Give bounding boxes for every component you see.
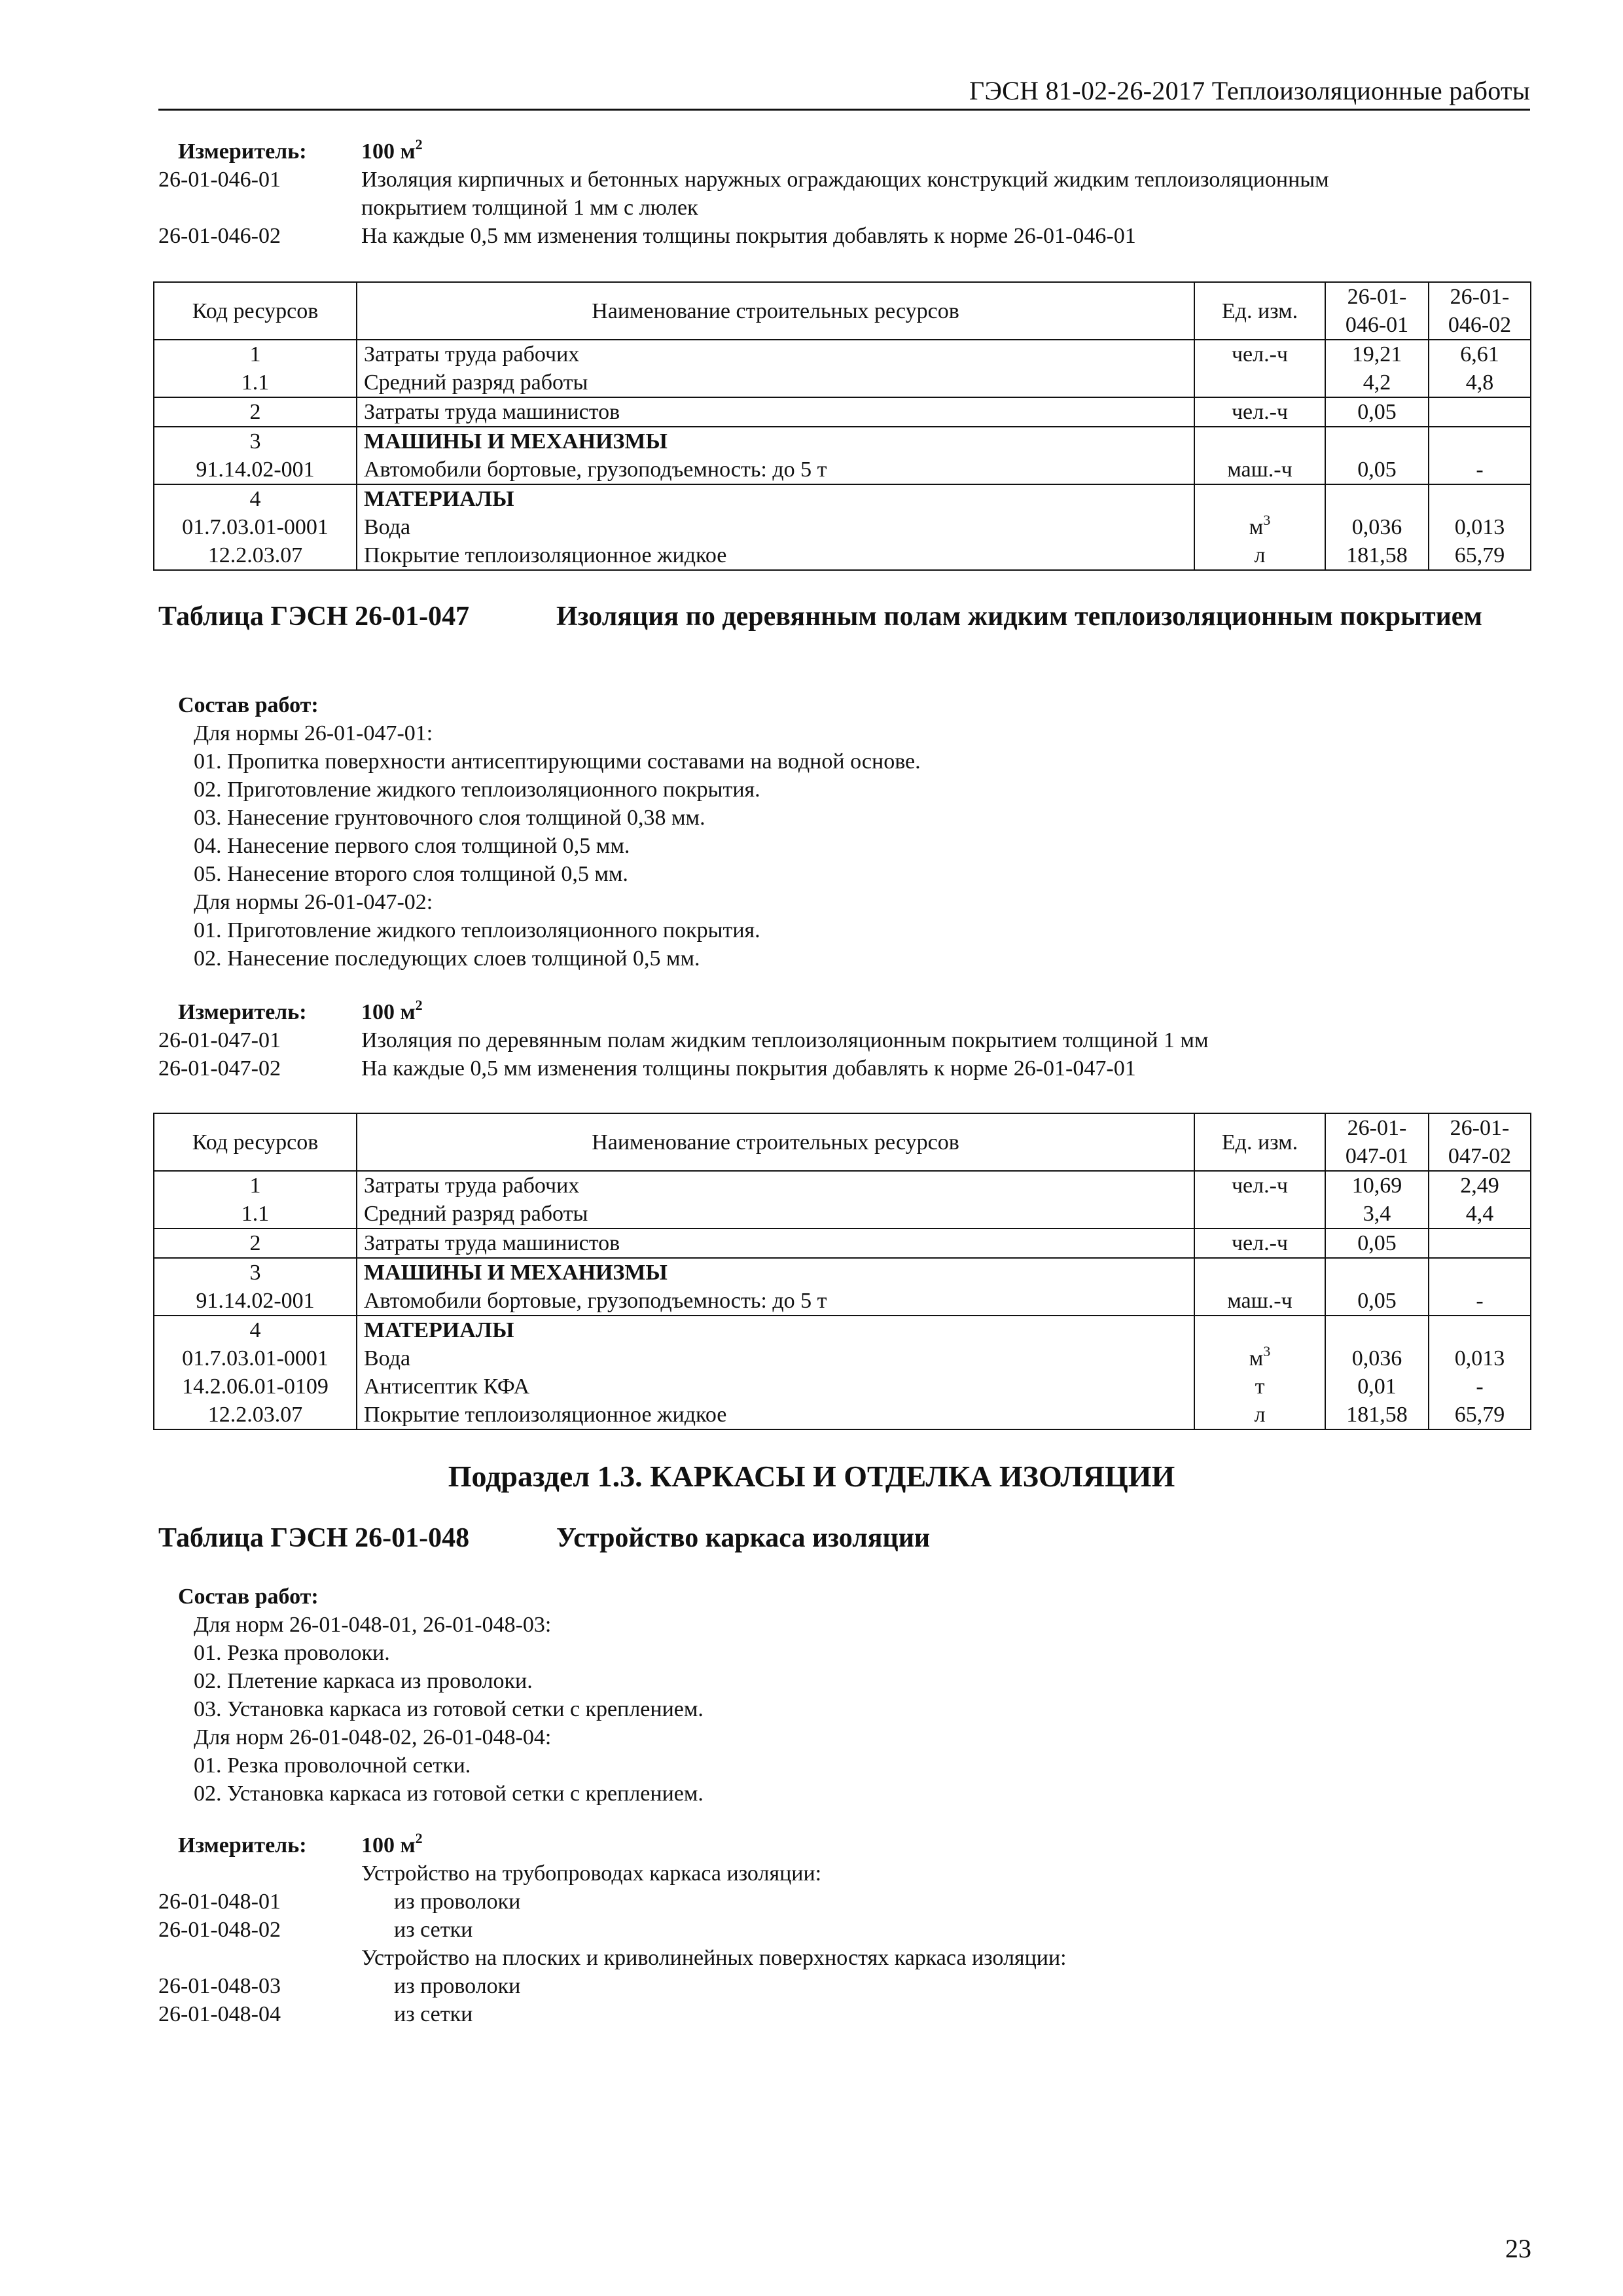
- list-item: 02. Нанесение последующих слоев толщиной 0,5 мм.: [194, 946, 700, 971]
- work-list-048: [194, 1611, 704, 1808]
- header-norm-b: 26-01- 046-02: [1429, 282, 1531, 340]
- list-item: 04. Нанесение первого слоя толщиной 0,5 мм.: [194, 834, 630, 858]
- norm-text: На каждые 0,5 мм изменения толщины покрытия добавлять к норме 26-01-046-01: [361, 224, 1136, 248]
- list-item: 01. Резка проволочной сетки.: [194, 1753, 471, 1778]
- list-item: 01. Пропитка поверхности антисептирующими составами на водной основе.: [194, 749, 921, 774]
- table-row: 91.14.02-001 Автомобили бортовые, грузоподъемность: до 5 т маш.-ч 0,05 -: [154, 456, 1531, 484]
- table-row: 1 Затраты труда рабочих чел.-ч 19,21 6,61: [154, 340, 1531, 368]
- header-code: Код ресурсов: [154, 282, 357, 340]
- subsection-title: Подраздел 1.3. КАРКАСЫ И ОТДЕЛКА ИЗОЛЯЦИИ: [448, 1460, 1175, 1493]
- table-row: 1.1 Средний разряд работы 4,2 4,8: [154, 368, 1531, 397]
- table-row: 12.2.03.07 Покрытие теплоизоляционное жидкое л 181,58 65,79: [154, 1401, 1531, 1429]
- list-item: Для нормы 26-01-047-02:: [194, 890, 433, 914]
- norm-code: 26-01-048-02: [158, 1918, 281, 1942]
- norm-code: 26-01-048-03: [158, 1974, 281, 1998]
- norm-text: из сетки: [394, 2002, 473, 2026]
- measure-label: Измеритель:: [178, 1833, 307, 1857]
- list-item: 01. Резка проволоки.: [194, 1641, 390, 1665]
- table-row: 91.14.02-001 Автомобили бортовые, грузоподъемность: до 5 т маш.-ч 0,05 -: [154, 1287, 1531, 1316]
- work-list-047: [194, 719, 921, 973]
- table-row: 01.7.03.01-0001 Вода $м^3$ 0,036 0,013: [154, 1344, 1531, 1372]
- norm-code: 26-01-048-04: [158, 2002, 281, 2026]
- header-unit: Ед. изм.: [1194, 282, 1325, 340]
- table-label-047: Таблица ГЭСН 26-01-047: [158, 601, 470, 632]
- measure-value: 100 $м^2$: [361, 136, 423, 164]
- composition-label: Состав работ:: [178, 1585, 319, 1609]
- running-header: [158, 72, 1530, 111]
- norm-text: На каждые 0,5 мм изменения толщины покрытия добавлять к норме 26-01-047-01: [361, 1056, 1136, 1081]
- measure-block-048: [158, 1831, 1530, 2028]
- header-norm-a: 26-01- 047-01: [1325, 1113, 1429, 1171]
- norm-text: Изоляция кирпичных и бетонных наружных ограждающих конструкций жидким теплоизоляционным: [361, 168, 1329, 192]
- measure-value: 100 $м^2$: [361, 997, 423, 1024]
- list-item: 02. Плетение каркаса из проволоки.: [194, 1669, 533, 1693]
- list-item: 03. Установка каркаса из готовой сетки с креплением.: [194, 1697, 704, 1721]
- norm-code: 26-01-047-01: [158, 1028, 281, 1052]
- header-norm-a: 26-01- 046-01: [1325, 282, 1429, 340]
- norm-text-continued: покрытием толщиной 1 мм с люлек: [361, 196, 698, 220]
- norm-text: из проволоки: [394, 1974, 521, 1998]
- table-row: 01.7.03.01-0001 Вода $м^3$ 0,036 0,013: [154, 513, 1531, 541]
- list-item: 01. Приготовление жидкого теплоизоляционного покрытия.: [194, 918, 760, 942]
- table-row: 4 МАТЕРИАЛЫ: [154, 1316, 1531, 1344]
- norm-code: 26-01-048-01: [158, 1890, 281, 1914]
- header-title: ГЭСН 81-02-26-2017 Теплоизоляционные работы: [969, 76, 1530, 105]
- resource-table-047: [153, 1113, 1531, 1430]
- measure-block-046: [158, 137, 1530, 250]
- table-title-048: Устройство каркаса изоляции: [556, 1523, 931, 1553]
- list-item: Для нормы 26-01-047-01:: [194, 721, 433, 745]
- composition-label: Состав работ:: [178, 693, 319, 717]
- table-row: 1 Затраты труда рабочих чел.-ч 10,69 2,49: [154, 1171, 1531, 1200]
- table-row: 2 Затраты труда машинистов чел.-ч 0,05: [154, 397, 1531, 427]
- norm-code: 26-01-046-02: [158, 224, 281, 248]
- norm-code: 26-01-046-01: [158, 168, 281, 192]
- norm-text: из сетки: [394, 1918, 473, 1942]
- measure-block-047: [158, 998, 1530, 1083]
- measure-value: 100 $м^2$: [361, 1830, 423, 1857]
- table-row: 12.2.03.07 Покрытие теплоизоляционное жидкое л 181,58 65,79: [154, 541, 1531, 570]
- header-name: Наименование строительных ресурсов: [357, 282, 1194, 340]
- table-row: 3 МАШИНЫ И МЕХАНИЗМЫ: [154, 1258, 1531, 1287]
- norm-text: Изоляция по деревянным полам жидким теплоизоляционным покрытием толщиной 1 мм: [361, 1028, 1209, 1052]
- list-item: 03. Нанесение грунтовочного слоя толщиной 0,38 мм.: [194, 806, 705, 830]
- page-number: 23: [1505, 2234, 1531, 2263]
- list-item: 02. Приготовление жидкого теплоизоляционного покрытия.: [194, 778, 760, 802]
- table-label-048: Таблица ГЭСН 26-01-048: [158, 1523, 470, 1553]
- table-title-047: Изоляция по деревянным полам жидким теплоизоляционным покрытием: [556, 601, 1483, 632]
- header-code: Код ресурсов: [154, 1113, 357, 1171]
- header-name: Наименование строительных ресурсов: [357, 1113, 1194, 1171]
- table-row: 4 МАТЕРИАЛЫ: [154, 484, 1531, 513]
- resource-table-046: [153, 281, 1531, 571]
- measure-label: Измеритель:: [178, 1000, 307, 1024]
- table-row: 1.1 Средний разряд работы 3,4 4,4: [154, 1200, 1531, 1229]
- norm-code: 26-01-047-02: [158, 1056, 281, 1081]
- header-unit: Ед. изм.: [1194, 1113, 1325, 1171]
- list-item: Для норм 26-01-048-02, 26-01-048-04:: [194, 1725, 552, 1749]
- norm-group-title: Устройство на плоских и криволинейных поверхностях каркаса изоляции:: [361, 1946, 1067, 1970]
- table-row: 3 МАШИНЫ И МЕХАНИЗМЫ: [154, 427, 1531, 456]
- table-row: 14.2.06.01-0109 Антисептик КФА т 0,01 -: [154, 1372, 1531, 1401]
- norm-group-title: Устройство на трубопроводах каркаса изоляции:: [361, 1861, 822, 1886]
- table-row: 2 Затраты труда машинистов чел.-ч 0,05: [154, 1229, 1531, 1258]
- header-norm-b: 26-01- 047-02: [1429, 1113, 1531, 1171]
- list-item: 05. Нанесение второго слоя толщиной 0,5 мм.: [194, 862, 628, 886]
- list-item: 02. Установка каркаса из готовой сетки с креплением.: [194, 1782, 704, 1806]
- list-item: Для норм 26-01-048-01, 26-01-048-03:: [194, 1613, 552, 1637]
- norm-text: из проволоки: [394, 1890, 521, 1914]
- measure-label: Измеритель:: [178, 139, 307, 164]
